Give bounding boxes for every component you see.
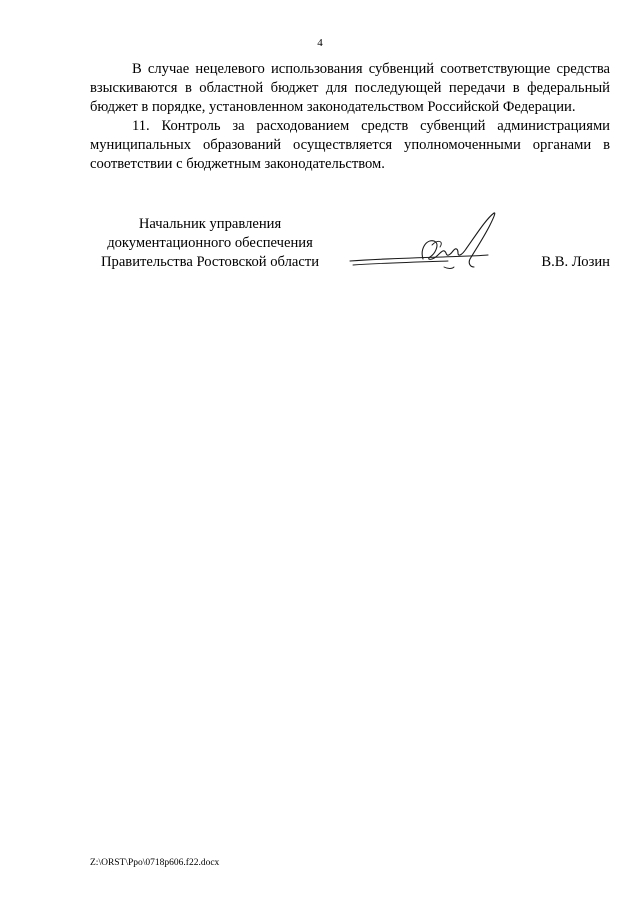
document-body — [90, 60, 610, 174]
signer-position — [90, 215, 330, 272]
paragraph-11-control: 11. Контроль за расходованием средств субвенций администрациями муниципальных образований осуществляется уполномоченными органами в соответствии с бюджетным законодательством. — [90, 118, 610, 172]
handwritten-signature-icon — [348, 209, 508, 279]
signer-name: В.В. Лозин — [541, 254, 610, 270]
page-number: 4 — [317, 37, 323, 49]
signer-position-line-2: документационного обеспечения — [107, 235, 313, 251]
paragraph-misuse-of-subventions: В случае нецелевого использования субвенций соответствующие средства взыскиваются в областной бюджет для последующей передачи в федеральный бюджет в порядке, установленном законодательством Российской Федерации. — [90, 61, 610, 115]
signer-position-line-3: Правительства Ростовской области — [100, 254, 320, 270]
file-path-footer: Z:\ORST\Ppo\0718p606.f22.docx — [90, 858, 220, 868]
signature-block — [90, 215, 610, 285]
signer-position-line-1: Начальник управления — [138, 216, 282, 232]
